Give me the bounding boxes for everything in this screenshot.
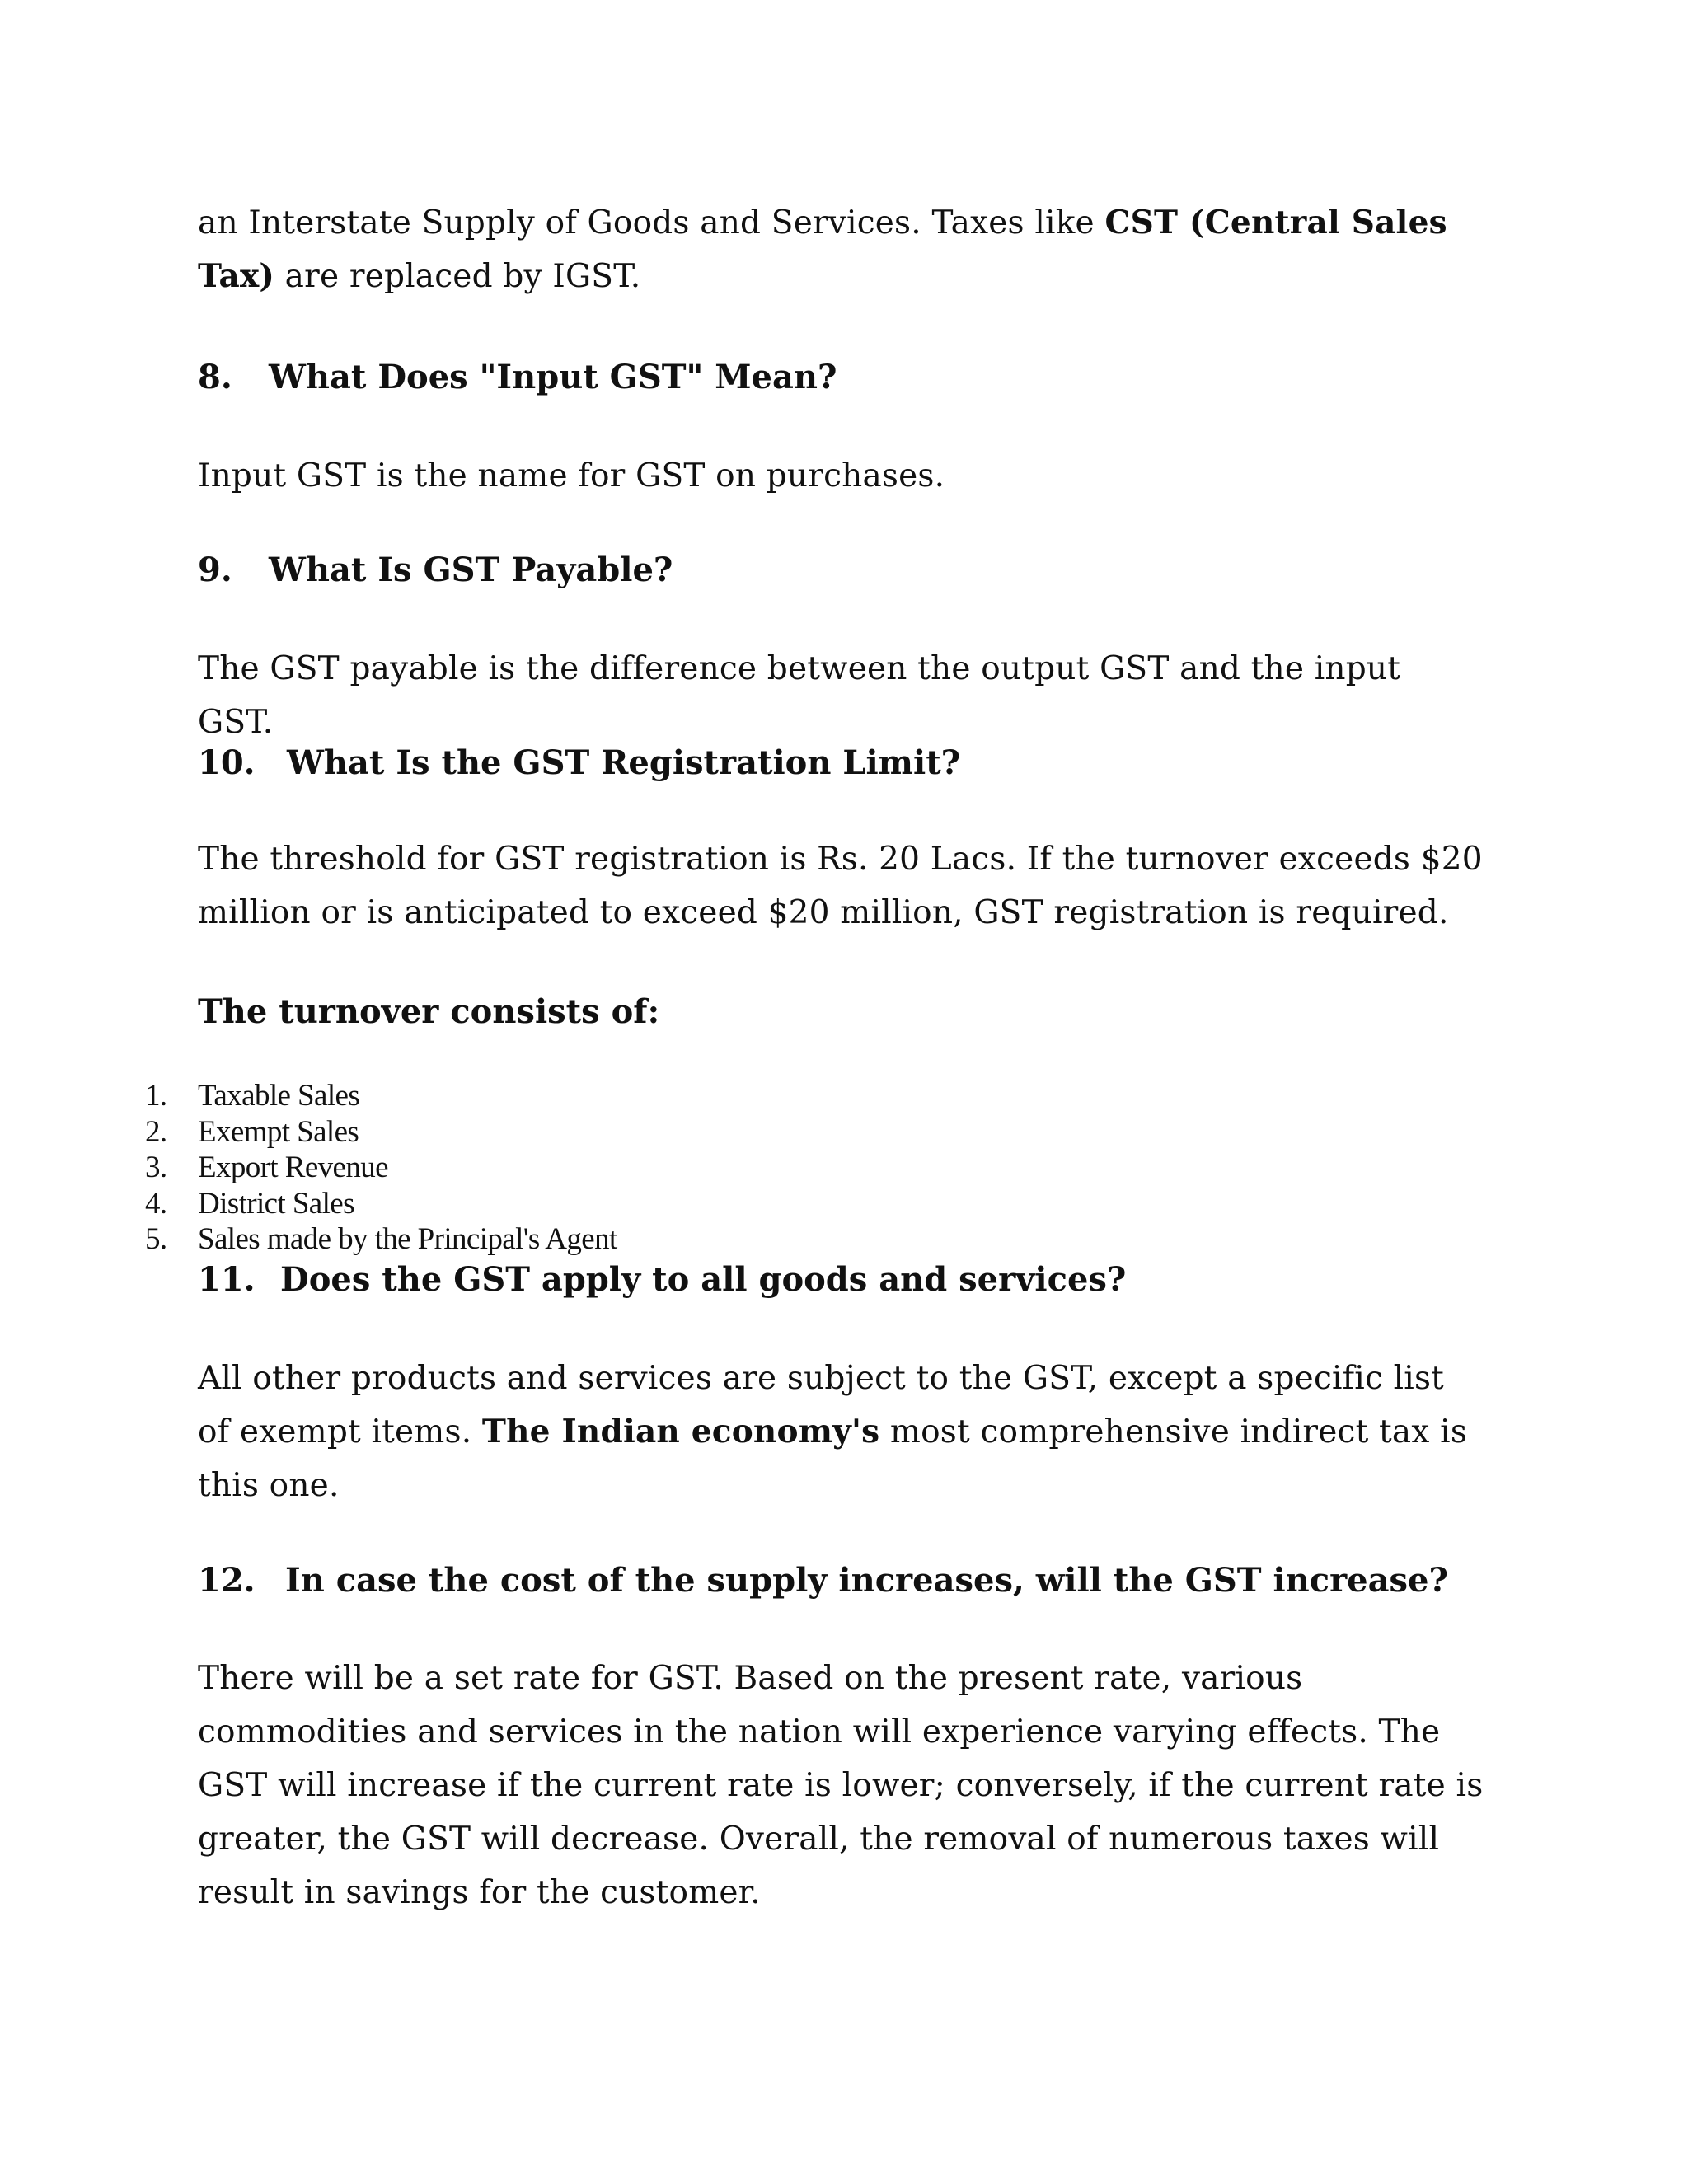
question-11-answer-bold: The Indian economy's <box>481 1413 880 1451</box>
list-item <box>0 1221 989 1258</box>
question-10-number: 10. <box>198 743 256 782</box>
question-9-answer: The GST payable is the difference between the output GST and the input GST. <box>198 650 1401 741</box>
turnover-heading: The turnover consists of: <box>198 992 660 1031</box>
list-marker: 5. <box>145 1222 167 1256</box>
list-item <box>0 1150 989 1186</box>
question-9-number: 9. <box>198 551 232 589</box>
question-11-answer-before: All other products and services are subject to the GST, except a specific list of exempt items. <box>198 1360 1445 1451</box>
list-marker: 3. <box>145 1151 167 1184</box>
intro-paragraph <box>198 196 1484 303</box>
question-8-answer: Input GST is the name for GST on purchases. <box>198 457 945 494</box>
question-10-heading <box>198 740 1484 786</box>
list-item-label: Exempt Sales <box>198 1114 359 1149</box>
intro-bold-term: CST (Central Sales Tax) <box>198 204 1447 295</box>
question-8-title: What Does "Input GST" Mean? <box>269 358 837 396</box>
list-item-label: Sales made by the Principal's Agent <box>198 1222 617 1256</box>
question-12-answer: There will be a set rate for GST. Based on the present rate, various commodities and services in the nation will experience varying effects. The GST will increase if the current rate is lower; conversely, if the current rate is greater, the GST will decrease. Overall, the removal of numerous taxes will result in savings for the customer. <box>198 1660 1484 1911</box>
turnover-list <box>0 1078 989 1258</box>
question-8-heading <box>198 354 1484 401</box>
question-11-answer <box>198 1352 1484 1512</box>
list-item <box>0 1114 989 1151</box>
question-11-heading <box>198 1257 1484 1303</box>
question-8-number: 8. <box>198 358 232 396</box>
question-12-heading <box>198 1558 1484 1604</box>
question-9-title: What Is GST Payable? <box>269 551 673 589</box>
list-item <box>0 1078 989 1114</box>
question-10-answer: The threshold for GST registration is Rs. 20 Lacs. If the turnover exceeds $20 million or is anticipated to exceed $20 million, GST registration is required. <box>198 841 1483 931</box>
question-11-number: 11. <box>198 1260 256 1299</box>
list-marker: 2. <box>145 1114 167 1149</box>
intro-text-before: an Interstate Supply of Goods and Services. Taxes like <box>198 204 1105 241</box>
list-marker: 4. <box>145 1186 167 1221</box>
list-item-label: Taxable Sales <box>198 1079 360 1113</box>
question-11-answer-after: most comprehensive indirect tax is this one. <box>198 1413 1468 1504</box>
question-12-title: In case the cost of the supply increases, will the GST increase? <box>285 1561 1448 1600</box>
question-11-title: Does the GST apply to all goods and services? <box>280 1260 1127 1299</box>
list-item-label: Export Revenue <box>198 1151 388 1184</box>
intro-text-after: are replaced by IGST. <box>274 258 641 295</box>
question-10-title: What Is the GST Registration Limit? <box>287 743 961 782</box>
list-marker: 1. <box>145 1079 167 1113</box>
list-item-label: District Sales <box>198 1186 354 1221</box>
question-9-heading <box>198 547 1484 593</box>
list-item <box>0 1186 989 1222</box>
question-12-number: 12. <box>198 1561 256 1600</box>
